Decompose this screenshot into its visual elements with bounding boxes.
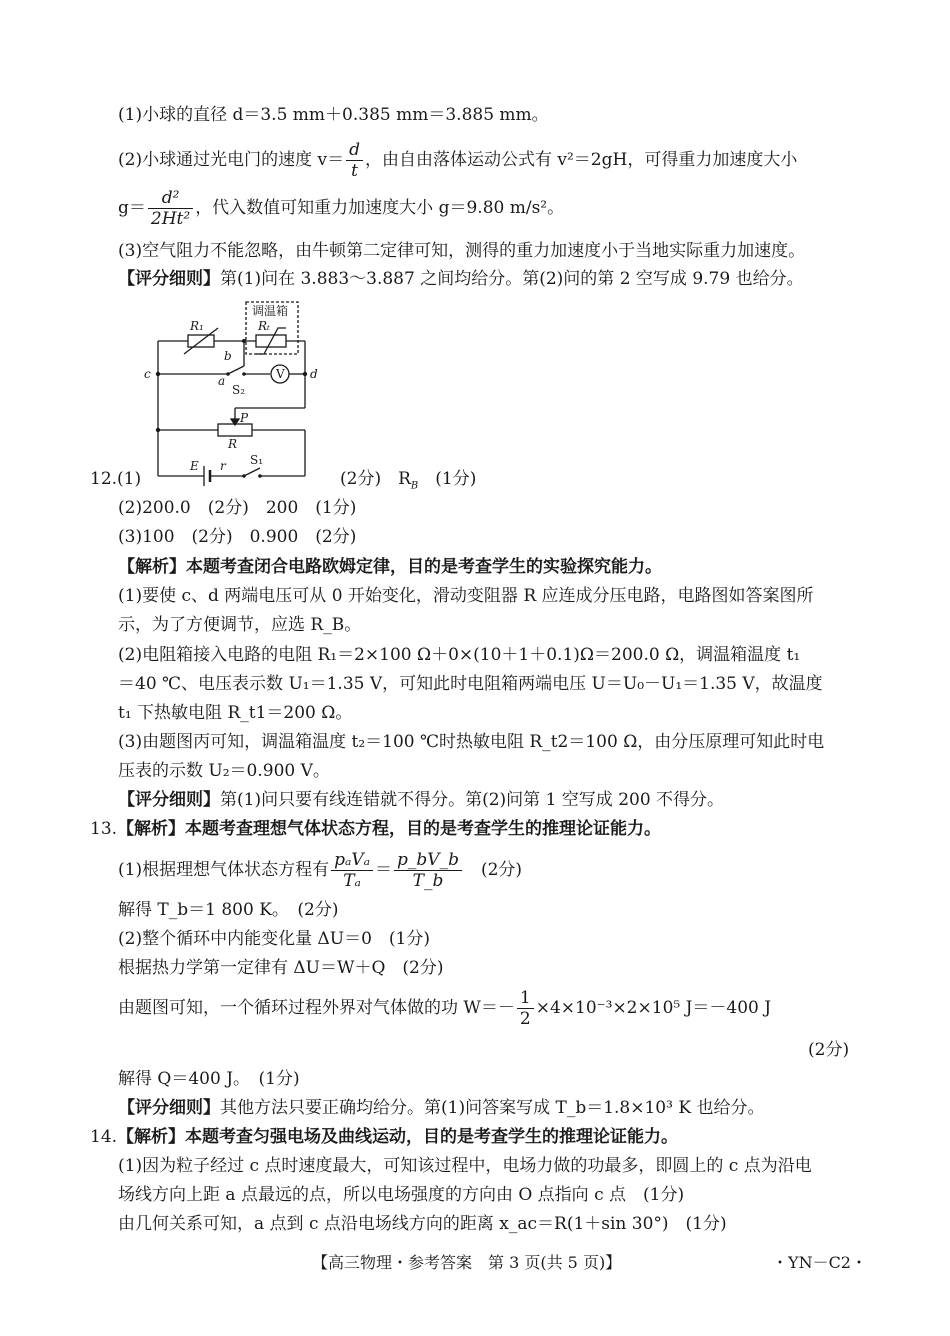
circuit-diagram xyxy=(140,296,340,488)
q13-line4: 根据热力学第一定律有 ΔU＝W＋Q (2分) xyxy=(118,958,444,978)
footer-code: ・YN－C2・ xyxy=(772,1253,867,1272)
q13-line1: (1)根据理想气体状态方程有 $\frac{\text{pₐVₐ}}{\text{Tₐ}}$ ＝ $\frac{p\_bV\_b}{T\_b}$ (2分) xyxy=(118,850,523,891)
q12-part2: (2)200.0 (2分) 200 (1分) xyxy=(118,498,357,518)
q11-part3: (3)空气阻力不能忽略，由牛顿第二定律可知，测得的重力加速度小于当地实际重力加速度。 xyxy=(118,241,806,261)
q12-explain-2b: ＝40 ℃、电压表示数 U₁＝1.35 V，可知此时电阻箱两端电压 U＝U₀－U₁＝1.35 V，故温度 xyxy=(118,674,823,694)
gravity-fraction: $\frac{\text{d²}}{\text{2Ht²}}$ xyxy=(148,188,193,229)
label-R: R xyxy=(228,437,238,451)
q12-number: 12.(1) xyxy=(90,469,142,489)
state-eq-left: $\frac{\text{pₐVₐ}}{\text{Tₐ}}$ xyxy=(331,850,373,891)
label-E: E xyxy=(190,459,199,473)
q11-part2-g: g＝ xyxy=(118,198,146,218)
q14-line3: 由几何关系可知，a 点到 c 点沿电场线方向的距离 x_ac＝R(1＋sin 30°) (1分) xyxy=(118,1214,727,1234)
label-d: d xyxy=(310,367,318,381)
label-Rt: Rₜ xyxy=(258,319,270,333)
rubric-tag: 【评分细则】 xyxy=(118,269,220,289)
q11-part2-text-a: (2)小球通过光电门的速度 v＝ xyxy=(118,150,345,170)
label-c: c xyxy=(144,367,151,381)
q12-explain-3a: (3)由题图丙可知，调温箱温度 t₂＝100 ℃时热敏电阻 R_t2＝100 Ω，由分压原理可知此时电 xyxy=(118,732,825,752)
q13-line5: 由题图可知，一个循环过程外界对气体做的功 W＝－ $\frac{1}{2}$ ×4×10⁻³×2×10⁵ J＝－400 J xyxy=(118,988,772,1029)
q11-part2-line1 xyxy=(118,140,797,181)
q11-rubric xyxy=(118,268,804,290)
q12-rubric: 【评分细则】第(1)问只要有线连错就不得分。第(2)问第 1 空写成 200 不得分。 xyxy=(118,790,725,810)
label-r: r xyxy=(220,459,226,473)
label-R1: R₁ xyxy=(190,319,204,333)
label-S1: S₁ xyxy=(250,453,264,467)
q12-part3: (3)100 (2分) 0.900 (2分) xyxy=(118,527,357,547)
label-P: P xyxy=(240,411,249,425)
q12-explain-3b: 压表的示数 U₂＝0.900 V。 xyxy=(118,761,330,781)
label-b: b xyxy=(224,349,232,363)
q12-explain-2a: (2)电阻箱接入电路的电阻 R₁＝2×100 Ω＋0×(10＋1＋0.1)Ω＝200.0 Ω，调温箱温度 t₁ xyxy=(118,645,801,665)
voltmeter-V: V xyxy=(276,367,285,381)
q13-rubric: 【评分细则】其他方法只要正确均给分。第(1)问答案写成 T_b＝1.8×10³ K 也给分。 xyxy=(118,1098,765,1118)
q11-part2-text-b: ，由自由落体运动公式有 v²＝2gH，可得重力加速度大小 xyxy=(364,150,798,170)
half-fraction: $\frac{1}{2}$ xyxy=(517,988,534,1029)
q12-explain-1a: (1)要使 c、d 两端电压可从 0 开始变化，滑动变阻器 R 应连成分压电路，电路图如答案图所 xyxy=(118,586,814,606)
state-eq-right: $\frac{p\_bV\_b}{T\_b}$ xyxy=(394,850,462,891)
page-footer: 【高三物理・参考答案 第 3 页(共 5 页)】 xyxy=(312,1253,622,1272)
temp-box-label: 调温箱 xyxy=(252,304,289,318)
q12-explain-1b: 示，为了方便调节，应选 R_B。 xyxy=(118,615,362,635)
q13-line2: 解得 T_b＝1 800 K。 (2分) xyxy=(118,900,339,920)
q14-head: 14.【解析】本题考查匀强电场及曲线运动，目的是考查学生的推理论证能力。 xyxy=(90,1127,679,1147)
q11-part1: (1)小球的直径 d＝3.5 mm＋0.385 mm＝3.885 mm。 xyxy=(118,105,549,125)
q12-explain-2c: t₁ 下热敏电阻 R_t1＝200 Ω。 xyxy=(118,703,353,723)
q12-analysis-head: 【解析】本题考查闭合电路欧姆定律，目的是考查学生的实验探究能力。 xyxy=(118,557,662,577)
rubric-text: 第(1)问在 3.883～3.887 之间均给分。第(2)问的第 2 空写成 9.79 也给分。 xyxy=(220,269,804,289)
q14-line2: 场线方向上距 a 点最远的点，所以电场强度的方向由 O 点指向 c 点 (1分) xyxy=(118,1185,685,1205)
q13-line3: (2)整个循环中内能变化量 ΔU＝0 (1分) xyxy=(118,929,430,949)
q13-line6: 解得 Q＝400 J。 (1分) xyxy=(118,1069,300,1089)
velocity-fraction: $\frac{d}{t}$ xyxy=(346,140,363,181)
q12-part1-answer: (2分) $R_B$ (1分) xyxy=(340,469,477,492)
label-S2: S₂ xyxy=(232,383,246,397)
q13-head: 13.【解析】本题考查理想气体状态方程，目的是考查学生的推理论证能力。 xyxy=(90,819,662,839)
q13-line5-score: (2分) xyxy=(808,1040,850,1060)
q11-part2-text-c: ，代入数值可知重力加速度大小 g＝9.80 m/s²。 xyxy=(195,198,565,218)
label-a: a xyxy=(218,374,226,388)
q14-line1: (1)因为粒子经过 c 点时速度最大，可知该过程中，电场力做的功最多，即圆上的 c 点为沿电 xyxy=(118,1156,812,1176)
q11-part2-line2 xyxy=(118,188,564,229)
